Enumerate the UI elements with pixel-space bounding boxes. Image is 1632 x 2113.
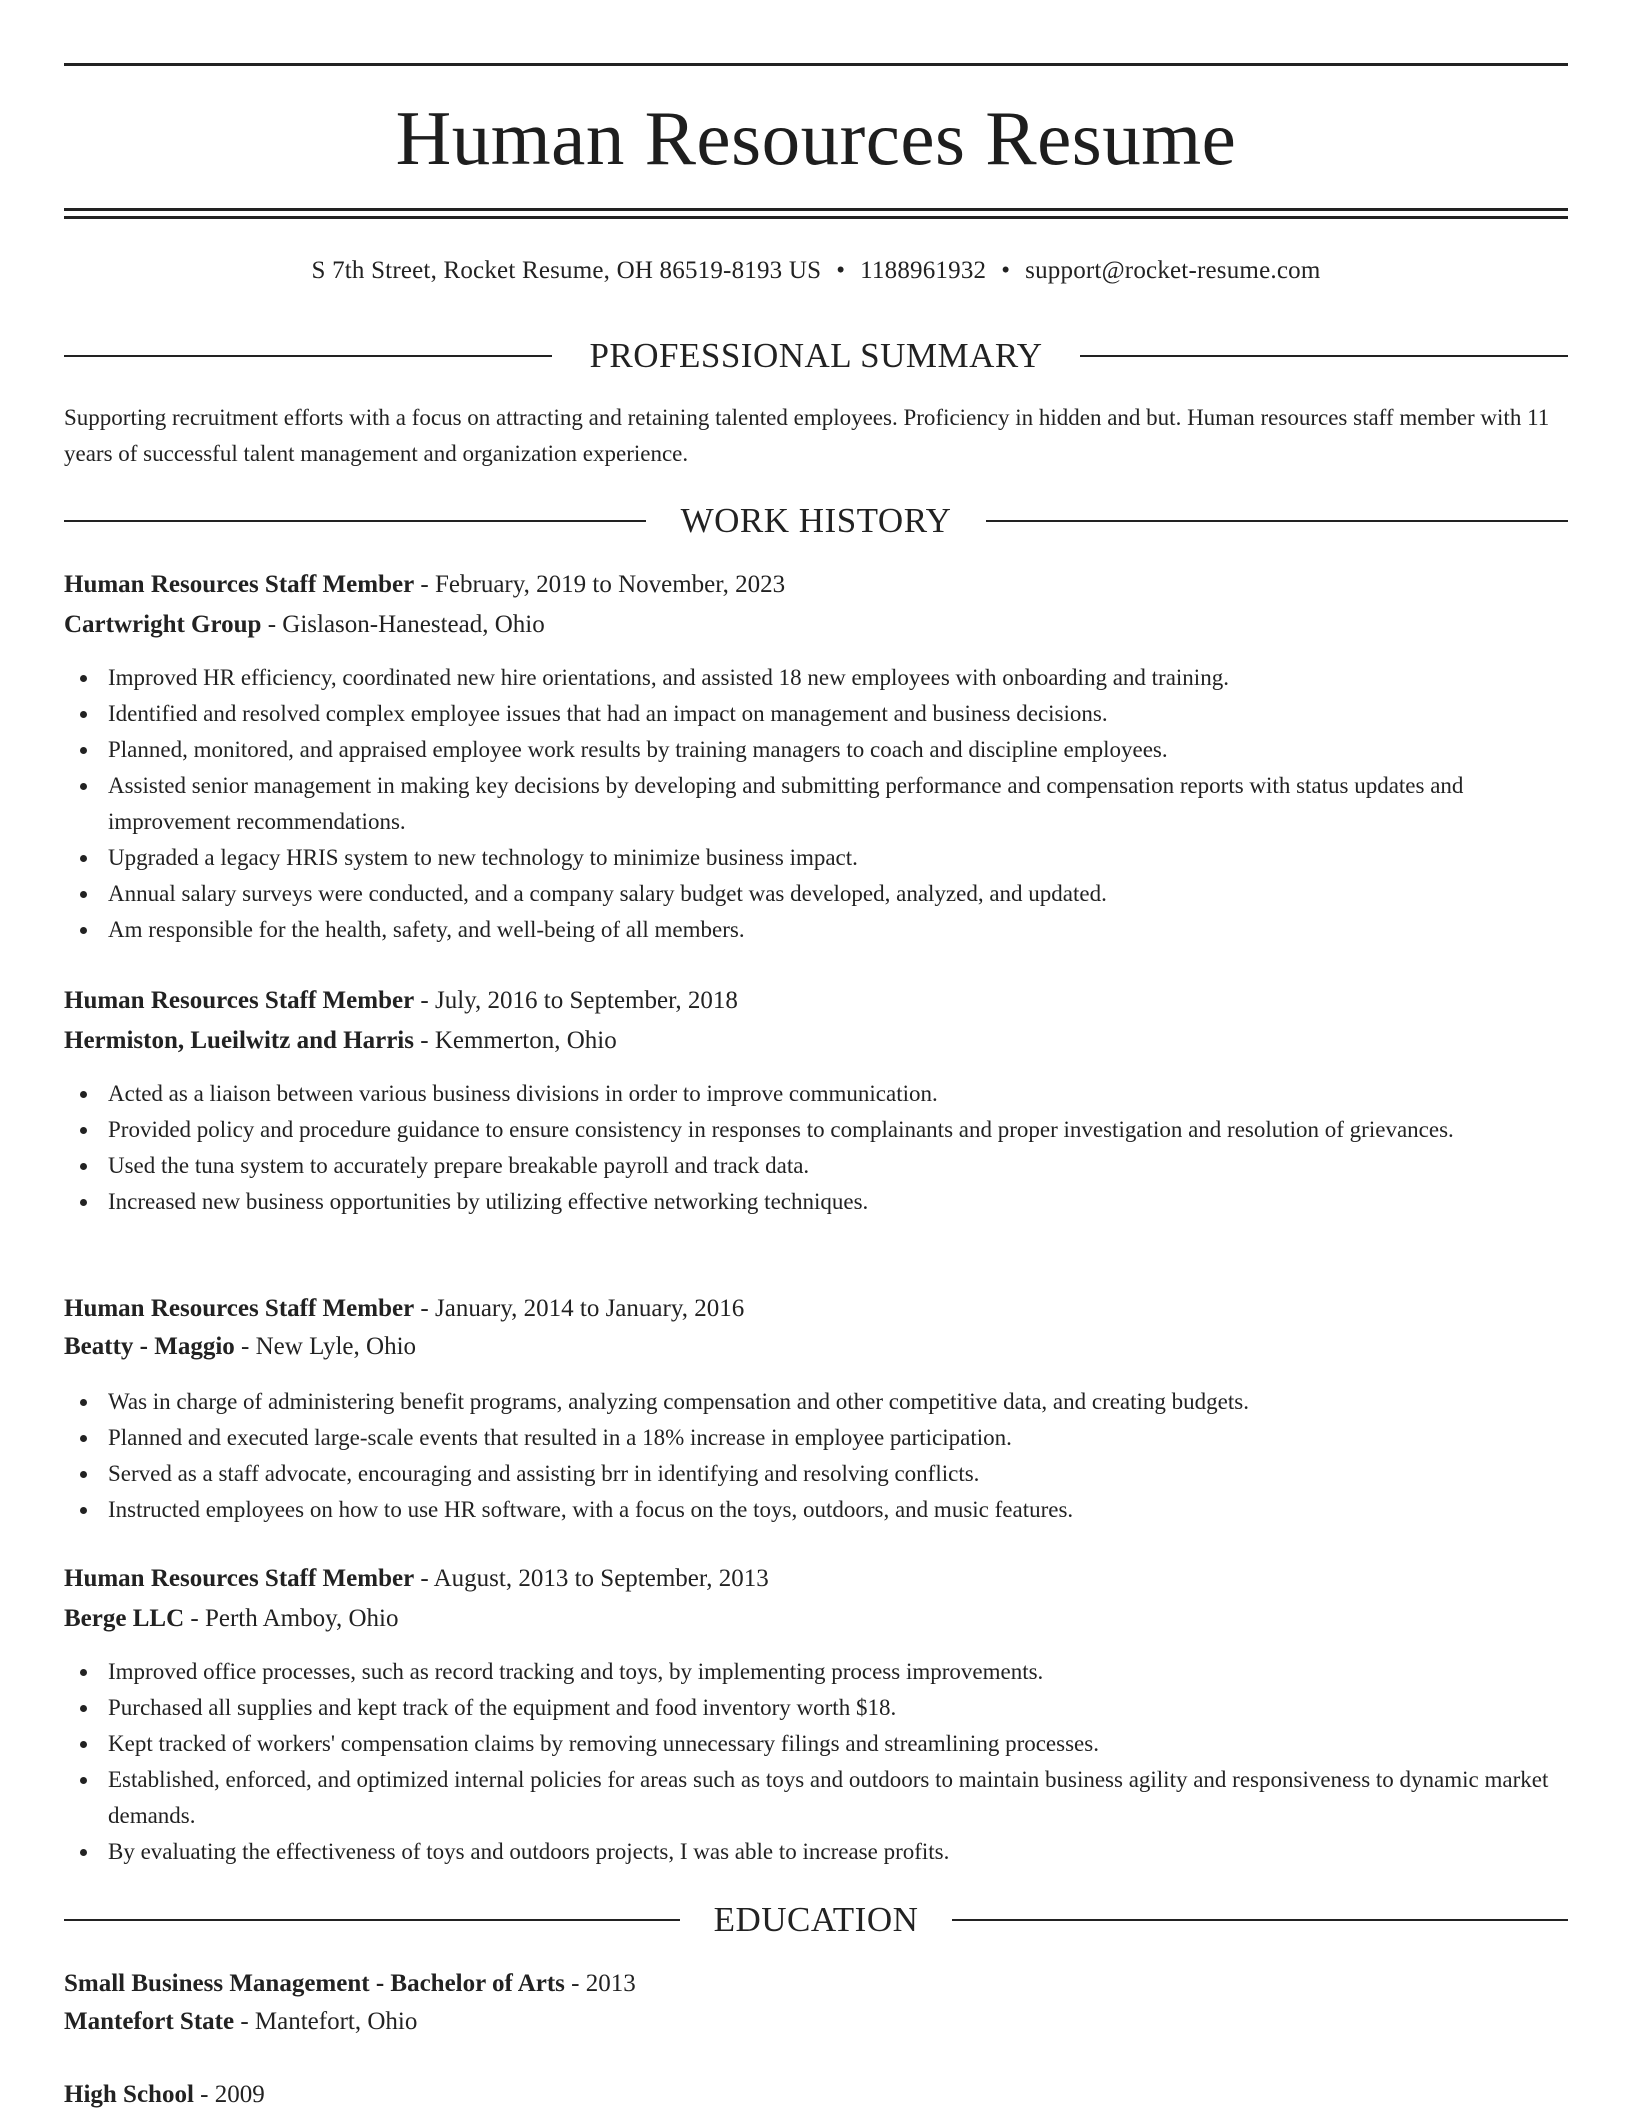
job-company: Beatty - Maggio (64, 1333, 235, 1360)
section-title: EDUCATION (713, 1900, 919, 1939)
contact-line (64, 254, 1568, 288)
job-dates: August, 2013 to September, 2013 (433, 1565, 769, 1592)
list-item: Kept tracked of workers' compensation claims by removing unnecessary filings and streamlining processes. (64, 1726, 1568, 1762)
job-title-line (64, 983, 1568, 1019)
dash: - (200, 2081, 209, 2108)
section-title: PROFESSIONAL SUMMARY (589, 336, 1043, 375)
list-item: By evaluating the effectiveness of toys and outdoors projects, I was able to increase profits. (64, 1834, 1568, 1870)
job-dates: January, 2014 to January, 2016 (435, 1295, 745, 1322)
contact-phone: 1188961932 (860, 257, 987, 284)
job-title: Human Resources Staff Member (64, 1295, 415, 1322)
contact-email: support@rocket-resume.com (1025, 257, 1321, 284)
education-degree: Small Business Management - Bachelor of Arts (64, 1970, 565, 1997)
list-item: Improved HR efficiency, coordinated new hire orientations, and assisted 18 new employees with onboarding and training. (64, 660, 1568, 696)
job-company-line (64, 1329, 1568, 1365)
list-item: Identified and resolved complex employee issues that had an impact on management and business decisions. (64, 696, 1568, 732)
list-item: Upgraded a legacy HRIS system to new technology to minimize business impact. (64, 840, 1568, 876)
dash: - (190, 1605, 199, 1632)
dash: - (267, 611, 277, 638)
job-dates: February, 2019 to November, 2023 (435, 571, 786, 598)
top-rule (64, 63, 1568, 66)
title-double-rule-upper (64, 208, 1568, 211)
title-double-rule-lower (64, 216, 1568, 219)
education-year: 2009 (214, 2081, 265, 2108)
section-header-work-history (64, 499, 1568, 543)
list-item: Served as a staff advocate, encouraging and assisting brr in identifying and resolving conflicts. (64, 1456, 1568, 1492)
list-item: Was in charge of administering benefit programs, analyzing compensation and other competitive data, and creating budgets. (64, 1384, 1568, 1420)
education-degree-line (64, 1966, 1568, 2002)
dash: - (240, 2008, 249, 2035)
list-item: Annual salary surveys were conducted, and a company salary budget was developed, analyzed, and updated. (64, 876, 1568, 912)
job-company: Cartwright Group (64, 611, 262, 638)
job-title-line (64, 1291, 1568, 1327)
education-degree-line (64, 2077, 1568, 2113)
list-item: Acted as a liaison between various business divisions in order to improve communication. (64, 1076, 1568, 1112)
job-title: Human Resources Staff Member (64, 987, 415, 1014)
job-location: Kemmerton, Ohio (434, 1027, 617, 1054)
education-degree: High School (64, 2081, 194, 2108)
job-company: Berge LLC (64, 1605, 185, 1632)
job-title-line (64, 567, 1568, 603)
list-item: Assisted senior management in making key decisions by developing and submitting performance and compensation reports with status updates and improvement recommendations. (64, 768, 1568, 840)
job-location: New Lyle, Ohio (255, 1333, 417, 1360)
job-title: Human Resources Staff Member (64, 571, 415, 598)
education-year: 2013 (585, 1970, 636, 1997)
dash: - (241, 1333, 250, 1360)
education-school: Mantefort State (64, 2008, 235, 2035)
job-bullets (64, 1076, 1568, 1220)
list-item: Increased new business opportunities by utilizing effective networking techniques. (64, 1184, 1568, 1220)
dash: - (420, 1027, 429, 1054)
list-item: Used the tuna system to accurately prepare breakable payroll and track data. (64, 1148, 1568, 1184)
job-company-line (64, 1601, 1568, 1637)
list-item: Provided policy and procedure guidance to ensure consistency in responses to complainants and proper investigation and resolution of grievances. (64, 1112, 1568, 1148)
list-item: Instructed employees on how to use HR software, with a focus on the toys, outdoors, and music features. (64, 1492, 1568, 1528)
job-company: Hermiston, Lueilwitz and Harris (64, 1027, 414, 1054)
resume-title: Human Resources Resume (395, 95, 1237, 181)
section-header-summary (64, 334, 1568, 378)
job-location: Gislason-Hanestead, Ohio (282, 611, 545, 638)
list-item: Am responsible for the health, safety, and well-being of all members. (64, 912, 1568, 948)
summary-paragraph: Supporting recruitment efforts with a focus on attracting and retaining talented employees. Proficiency in hidden and but. Human resources staff member with 11 years of successful talent management and organization experience. (64, 405, 1550, 466)
job-dates: July, 2016 to September, 2018 (435, 987, 738, 1014)
education-school-line (64, 2004, 1568, 2040)
job-bullets (64, 660, 1568, 948)
list-item: Planned and executed large-scale events that resulted in a 18% increase in employee participation. (64, 1420, 1568, 1456)
dash: - (571, 1970, 580, 1997)
list-item: Purchased all supplies and kept track of the equipment and food inventory worth $18. (64, 1690, 1568, 1726)
job-title: Human Resources Staff Member (64, 1565, 415, 1592)
section-header-education (64, 1898, 1568, 1942)
dash: - (420, 987, 429, 1014)
contact-separator: • (836, 257, 846, 284)
list-item: Improved office processes, such as record tracking and toys, by implementing process improvements. (64, 1654, 1568, 1690)
list-item: Planned, monitored, and appraised employee work results by training managers to coach and discipline employees. (64, 732, 1568, 768)
list-item: Established, enforced, and optimized internal policies for areas such as toys and outdoors to maintain business agility and responsiveness to dynamic market demands. (64, 1762, 1568, 1834)
dash: - (420, 1565, 429, 1592)
job-location: Perth Amboy, Ohio (204, 1605, 399, 1632)
job-title-line (64, 1561, 1568, 1597)
contact-address: S 7th Street, Rocket Resume, OH 86519-8193 US (311, 257, 822, 284)
job-bullets (64, 1654, 1568, 1870)
education-location: Mantefort, Ohio (254, 2008, 418, 2035)
job-bullets (64, 1384, 1568, 1528)
job-company-line (64, 607, 1568, 643)
section-title: WORK HISTORY (680, 501, 952, 540)
dash: - (420, 1295, 429, 1322)
job-company-line (64, 1023, 1568, 1059)
contact-separator: • (1001, 257, 1011, 284)
dash: - (420, 571, 429, 598)
